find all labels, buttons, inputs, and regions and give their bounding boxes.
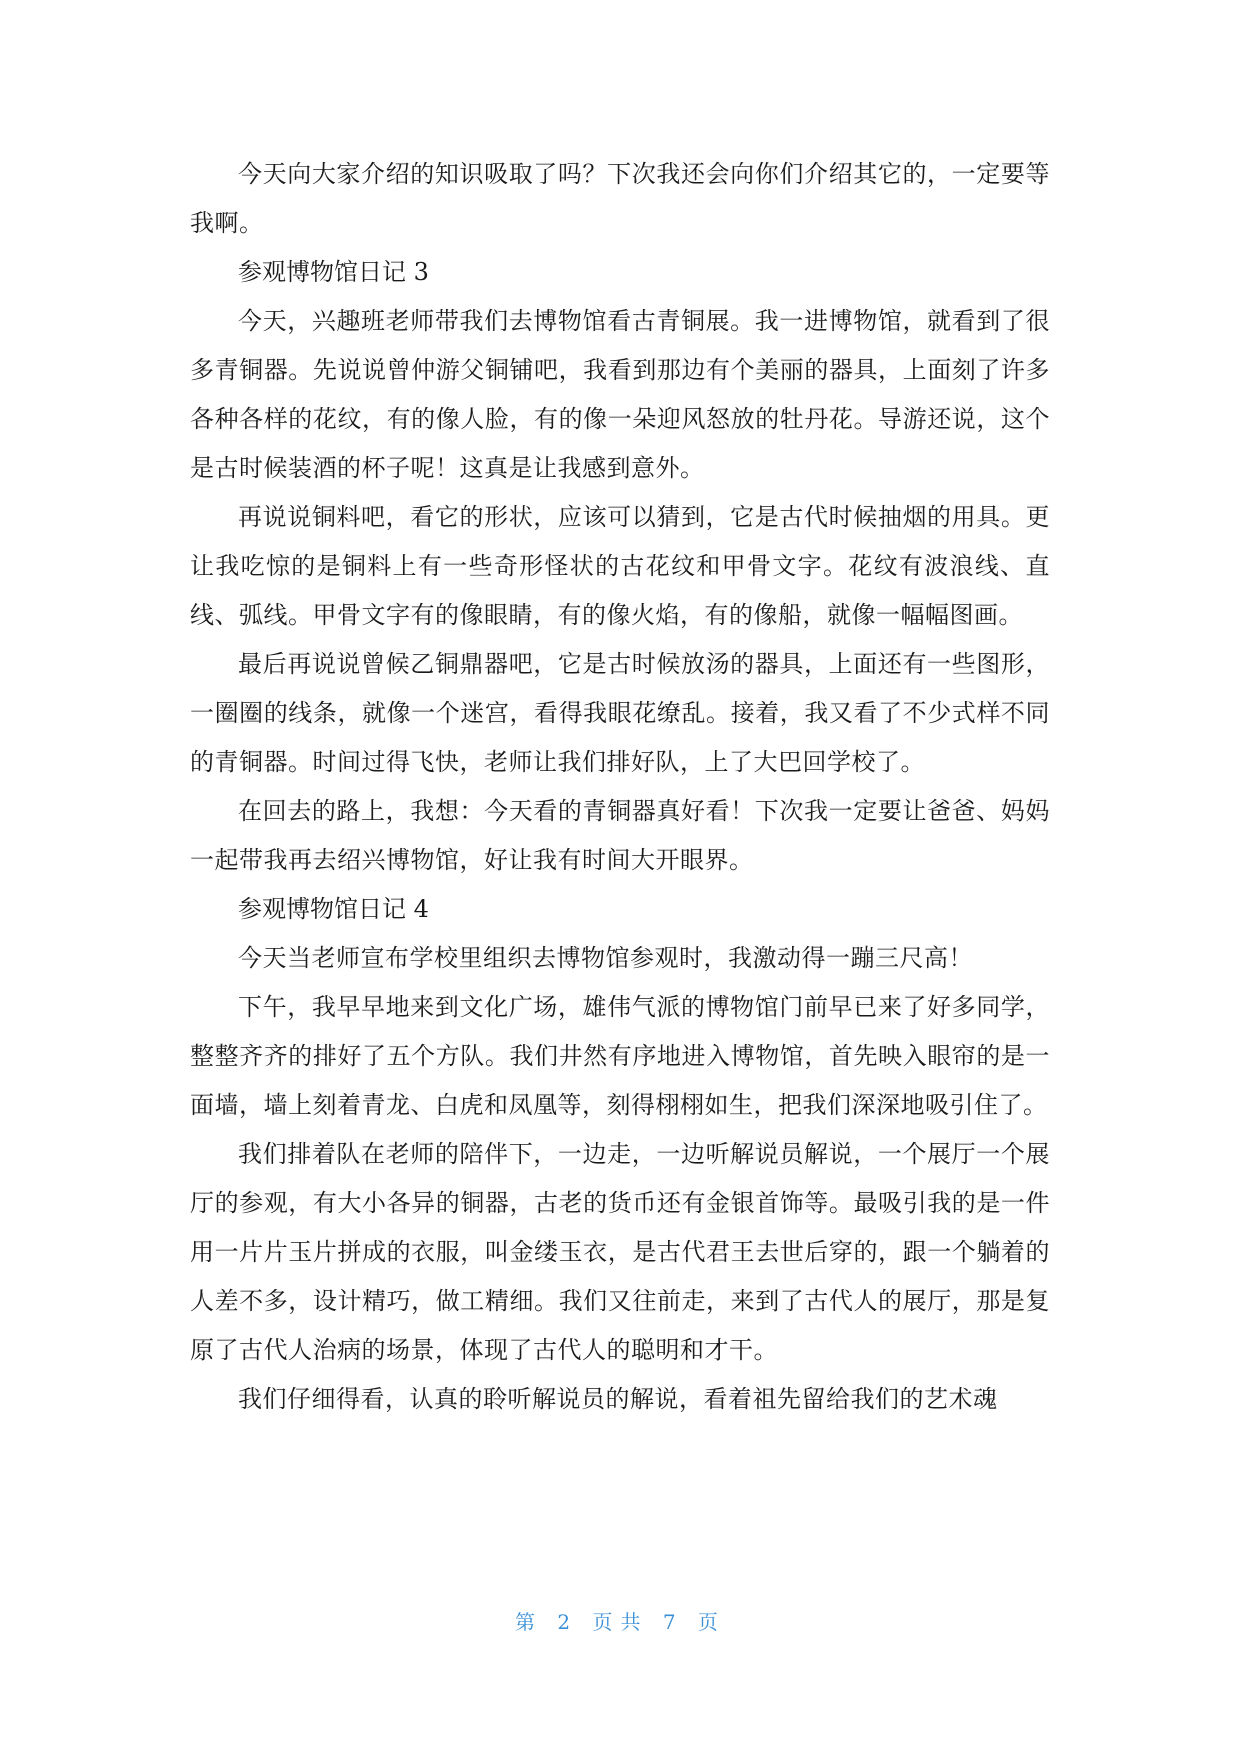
paragraph: 在回去的路上，我想：今天看的青铜器真好看！下次我一定要让爸爸、妈妈一起带我再去绍兴博物馆，好让我有时间大开眼界。: [190, 797, 1050, 874]
page-number-footer: 第 2 页共 7 页: [515, 1610, 726, 1634]
section-heading: 参观博物馆日记 3: [238, 258, 429, 286]
paragraph: 我们仔细得看，认真的聆听解说员的解说，看着祖先留给我们的艺术魂: [238, 1385, 998, 1413]
paragraph: 今天，兴趣班老师带我们去博物馆看古青铜展。我一进博物馆，就看到了很多青铜器。先说说曾仲游父铜铺吧，我看到那边有个美丽的器具，上面刻了许多各种各样的花纹，有的像人脸，有的像一朵迎风怒放的牡丹花。导游还说，这个是古时候装酒的杯子呢！这真是让我感到意外。: [190, 307, 1050, 482]
paragraph: 今天向大家介绍的知识吸取了吗？下次我还会向你们介绍其它的，一定要等我啊。: [190, 160, 1050, 237]
paragraph: 最后再说说曾候乙铜鼎器吧，它是古时候放汤的器具，上面还有一些图形，一圈圈的线条，就像一个迷宫，看得我眼花缭乱。接着，我又看了不少式样不同的青铜器。时间过得飞快，老师让我们排好队，上了大巴回学校了。: [190, 650, 1050, 776]
section-heading: 参观博物馆日记 4: [238, 895, 429, 923]
paragraph: 再说说铜料吧，看它的形状，应该可以猜到，它是古代时候抽烟的用具。更让我吃惊的是铜料上有一些奇形怪状的古花纹和甲骨文字。花纹有波浪线、直线、弧线。甲骨文字有的像眼睛，有的像火焰，有的像船，就像一幅幅图画。: [190, 503, 1050, 629]
paragraph: 今天当老师宣布学校里组织去博物馆参观时，我激动得一蹦三尺高！: [238, 944, 973, 972]
paragraph: 下午，我早早地来到文化广场，雄伟气派的博物馆门前早已来了好多同学，整整齐齐的排好了五个方队。我们井然有序地进入博物馆，首先映入眼帘的是一面墙，墙上刻着青龙、白虎和凤凰等，刻得栩栩如生，把我们深深地吸引住了。: [190, 993, 1050, 1119]
document-body: [190, 150, 1050, 1424]
paragraph: 我们排着队在老师的陪伴下，一边走，一边听解说员解说，一个展厅一个展厅的参观，有大小各异的铜器，古老的货币还有金银首饰等。最吸引我的是一件用一片片玉片拼成的衣服，叫金缕玉衣，是古代君王去世后穿的，跟一个躺着的人差不多，设计精巧，做工精细。我们又往前走，来到了古代人的展厅，那是复原了古代人治病的场景，体现了古代人的聪明和才干。: [190, 1140, 1050, 1364]
